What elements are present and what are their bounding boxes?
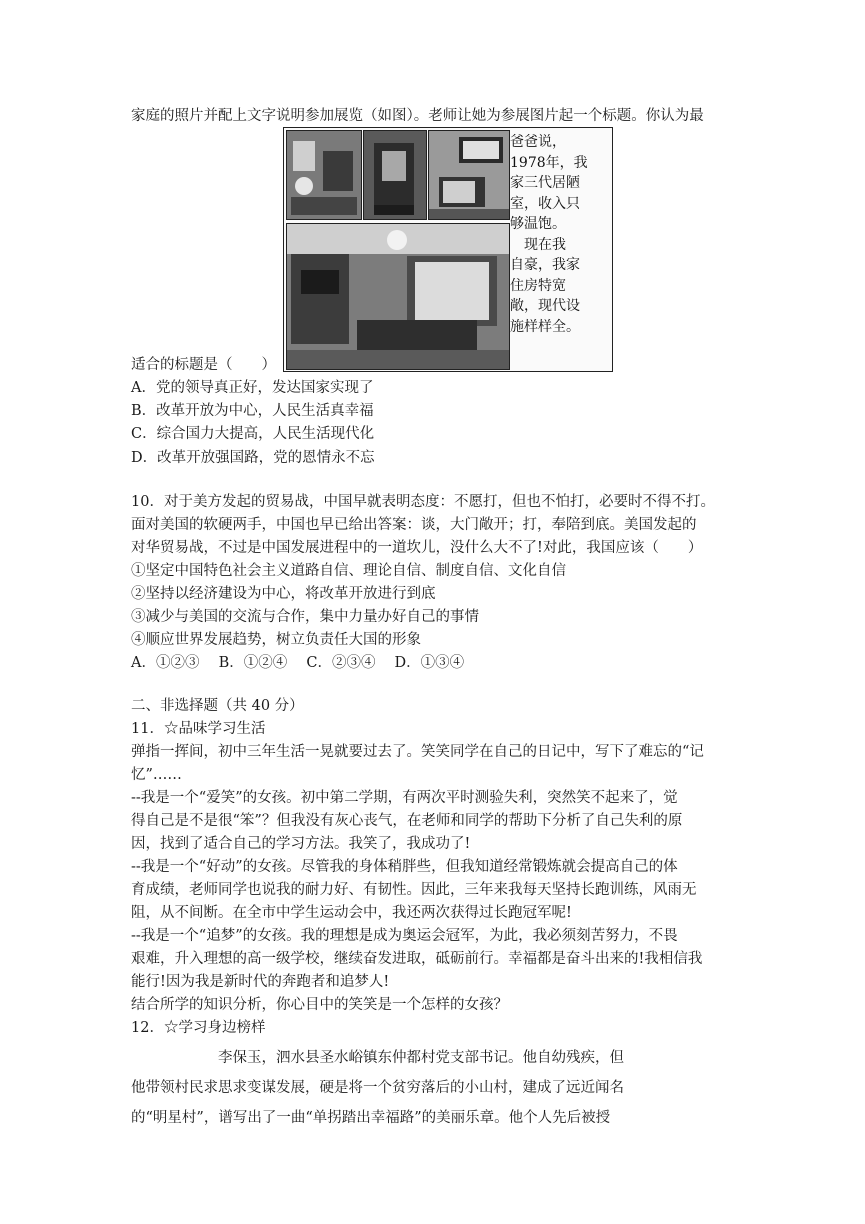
diary-active-line-3: 阻，从不间断。在全市中学生运动会中，我还两次获得过长跑冠军呢! xyxy=(131,905,572,921)
question-12-text-line-2: 他带领村民求思求变谋发展，硬是将一个贫穷落后的小山村，建成了远近闻名 xyxy=(131,1080,624,1096)
figure-caption: 爸爸说， 1978年，我 家三代居陋 室，收入只 够温饱。 现在我 自豪，我家 住房特宽 敞，现代设 施样样全。 xyxy=(510,134,588,335)
question-9-stem-line-2: 适合的标题是（ ） xyxy=(131,357,276,373)
old-tv-photo xyxy=(428,130,510,220)
question-10-options: A．①②③ B．①②④ C．②③④ D．①③④ xyxy=(131,655,465,671)
exhibition-figure xyxy=(283,127,613,372)
diary-smile-line-3: 因，找到了适合自己的学习方法。我笑了，我成功了! xyxy=(131,836,471,852)
question-12-title: 12．☆学习身边榜样 xyxy=(131,1020,266,1036)
question-11-prompt: 结合所学的知识分析，你心目中的笑笑是一个怎样的女孩？ xyxy=(131,997,508,1013)
question-10-stem-line-2: 面对美国的软硬两手，中国也早已给出答案：谈，大门敞开；打，奉陪到底。美国发起的 xyxy=(131,517,697,533)
diary-dream-line-2: 艰难，升入理想的高一级学校，继续奋发进取，砥砺前行。幸福都是奋斗出来的!我相信我 xyxy=(131,951,703,967)
question-10-item-1: ①坚定中国特色社会主义道路自信、理论自信、制度自信、文化自信 xyxy=(131,563,566,579)
question-10-stem-line-1: 10．对于美方发起的贸易战，中国早就表明态度：不愿打，但也不怕打，必要时不得不打。 xyxy=(131,494,715,510)
question-9-option-d: D．改革开放强国路，党的恩情永不忘 xyxy=(131,450,375,466)
question-10-item-3: ③减少与美国的交流与合作，集中力量办好自己的事情 xyxy=(131,609,479,625)
old-wardrobe-photo-graphic xyxy=(364,131,426,219)
old-tv-photo-graphic xyxy=(429,131,509,219)
old-room-photo-graphic xyxy=(287,131,361,219)
question-11-intro-line-2: 忆”…… xyxy=(131,767,182,783)
diary-dream-line-1: --我是一个“追梦”的女孩。我的理想是成为奥运会冠军，为此，我必须刻苦努力，不畏 xyxy=(131,928,678,944)
question-9-option-c: C．综合国力大提高，人民生活现代化 xyxy=(131,426,375,442)
question-10-item-2: ②坚持以经济建设为中心，将改革开放进行到底 xyxy=(131,586,436,602)
diary-smile-line-1: --我是一个“爱笑”的女孩。初中第二学期，有两次平时测验失利，突然笑不起来了，觉 xyxy=(131,790,678,806)
old-wardrobe-photo xyxy=(363,130,427,220)
question-9-option-a: A．党的领导真正好，发达国家实现了 xyxy=(131,380,374,396)
question-9-option-b: B．改革开放为中心，人民生活真幸福 xyxy=(131,403,374,419)
question-12-text-line-3: 的“明星村”，谱写出了一曲“单拐踏出幸福路”的美丽乐章。他个人先后被授 xyxy=(131,1110,611,1126)
diary-dream-line-3: 能行!因为我是新时代的奔跑者和追梦人! xyxy=(131,974,390,990)
modern-living-room-photo-graphic xyxy=(287,224,509,369)
diary-smile-line-2: 得自己是不是很“笨”？但我没有灰心丧气，在老师和同学的帮助下分析了自己失利的原 xyxy=(131,813,683,829)
section-2-heading: 二、非选择题（共 40 分） xyxy=(131,698,304,714)
old-room-photo xyxy=(286,130,362,220)
question-10-item-4: ④顺应世界发展趋势，树立负责任大国的形象 xyxy=(131,632,421,648)
question-9-stem-line-1: 家庭的照片并配上文字说明参加展览（如图）。老师让她为参展图片起一个标题。你认为最 xyxy=(131,108,704,124)
diary-active-line-1: --我是一个“好动”的女孩。尽管我的身体稍胖些，但我知道经常锻炼就会提高自己的体 xyxy=(131,859,678,875)
question-11-title: 11．☆品味学习生活 xyxy=(131,721,266,737)
modern-living-room-photo xyxy=(286,223,510,370)
diary-active-line-2: 育成绩，老师同学也说我的耐力好、有韧性。因此，三年来我每天坚持长跑训练，风雨无 xyxy=(131,882,697,898)
question-11-intro-line-1: 弹指一挥间，初中三年生活一晃就要过去了。笑笑同学在自己的日记中，写下了难忘的“记 xyxy=(131,744,704,760)
question-10-stem-line-3: 对华贸易战，不过是中国发展进程中的一道坎儿，没什么大不了!对此，我国应该（ ） xyxy=(131,540,703,556)
question-12-text-line-1: 李保玉，泗水县圣水峪镇东仲都村党支部书记。他自幼残疾，但 xyxy=(131,1050,624,1066)
